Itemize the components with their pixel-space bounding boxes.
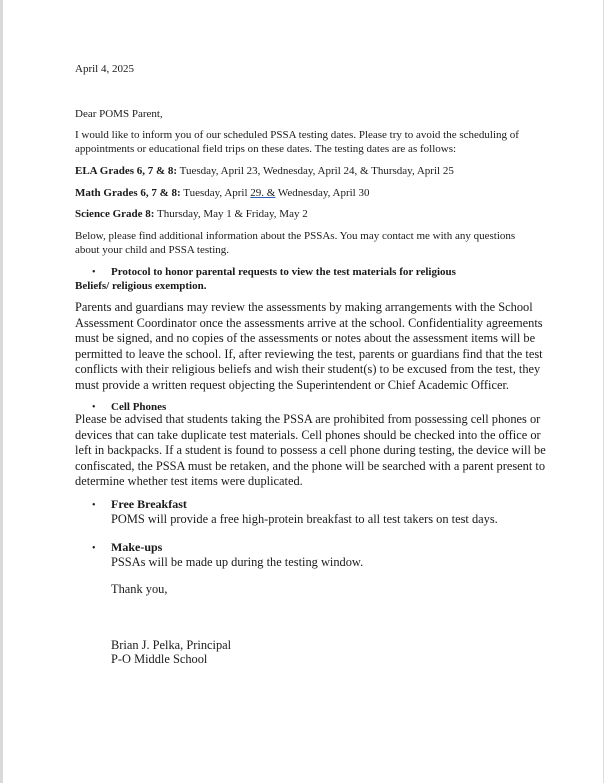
- intro-line: appointments or educational field trips on these dates. The testing dates are as follows:: [75, 143, 457, 155]
- math-dates-29: 29. &: [250, 187, 276, 199]
- breakfast-heading: Free Breakfast: [111, 497, 187, 511]
- bullet-icon: •: [92, 500, 96, 511]
- below-line: about your child and PSSA testing.: [75, 244, 229, 256]
- math-dates-line: [75, 186, 370, 201]
- signer-name: Brian J. Pelka, Principal: [111, 638, 232, 652]
- math-dates-b: Wednesday, April 30: [275, 187, 370, 199]
- page-left-edge: [0, 0, 3, 783]
- signer-school: P-O Middle School: [111, 652, 208, 666]
- closing: Thank you,: [111, 582, 168, 596]
- bullet-icon: •: [92, 543, 96, 554]
- bullet-icon: •: [92, 267, 96, 278]
- makeups-text: PSSAs will be made up during the testing window.: [111, 555, 364, 569]
- salutation: Dear POMS Parent,: [75, 108, 163, 120]
- protocol-line: Assessment Coordinator once the assessments arrive at the school. Confidentiality agreements: [75, 316, 543, 330]
- page-right-edge: [603, 0, 604, 783]
- bullet-icon: •: [92, 402, 96, 413]
- protocol-line: must be signed, and no copies of the assessments or notes about the assessment items will be: [75, 331, 536, 345]
- breakfast-text: POMS will provide a free high-protein breakfast to all test takers on test days.: [111, 512, 498, 526]
- cell-phones-line: determine whether test items were duplicated.: [75, 474, 303, 488]
- science-dates-line: [75, 207, 308, 222]
- science-label: Science Grade 8:: [75, 208, 155, 220]
- protocol-line: conflicts with their religious beliefs and wish their student(s) to be excused from the test, they: [75, 362, 541, 376]
- ela-dates: Tuesday, April 23, Wednesday, April 24, & Thursday, April 25: [177, 165, 454, 177]
- math-dates-a: Tuesday, April: [180, 187, 251, 199]
- intro-line: I would like to inform you of our scheduled PSSA testing dates. Please try to avoid the scheduling of: [75, 129, 519, 141]
- ela-label: ELA Grades 6, 7 & 8:: [75, 165, 178, 177]
- protocol-line: must provide a written request objecting the Superintendent or Chief Academic Officer.: [75, 378, 510, 392]
- cell-phones-line: devices that can take duplicate test materials. Cell phones should be checked into the office or: [75, 428, 541, 442]
- below-line: Below, please find additional information about the PSSAs. You may contact me with any questions: [75, 230, 516, 242]
- cell-phones-line: left in backpacks. If a student is found to possess a cell phone during testing, the device will be: [75, 443, 546, 457]
- cell-phones-line: confiscated, the PSSA must be retaken, and the phone will be searched with a parent present to: [75, 459, 546, 473]
- science-dates: Thursday, May 1 & Friday, May 2: [154, 208, 308, 220]
- protocol-heading-cont: Beliefs/ religious exemption.: [75, 280, 207, 292]
- math-label: Math Grades 6, 7 & 8:: [75, 187, 181, 199]
- cell-phones-line: Please be advised that students taking the PSSA are prohibited from possessing cell phones or: [75, 412, 541, 426]
- protocol-line: permitted to leave the school. If, after reviewing the test, parents or guardians find that the test: [75, 347, 543, 361]
- ela-dates-line: [75, 164, 454, 179]
- letter-date: April 4, 2025: [75, 63, 134, 75]
- protocol-line: Parents and guardians may review the assessments by making arrangements with the School: [75, 300, 533, 314]
- makeups-heading: Make-ups: [111, 540, 163, 554]
- cell-phones-heading: Cell Phones: [111, 401, 167, 413]
- protocol-heading: Protocol to honor parental requests to view the test materials for religious: [111, 266, 456, 278]
